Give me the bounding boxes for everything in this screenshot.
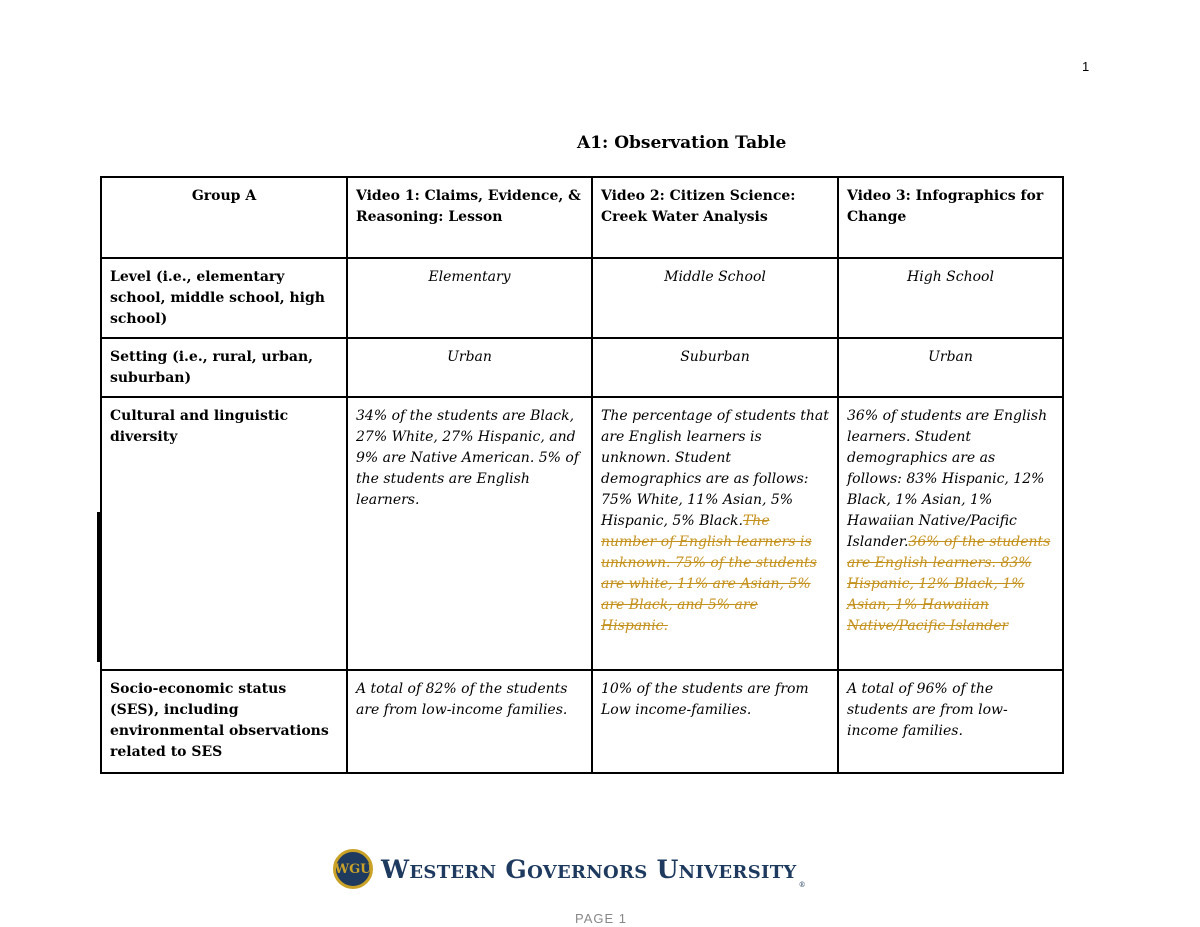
row-label-setting: Setting (i.e., rural, urban, suburban)	[101, 338, 347, 397]
wgu-seal-icon: WGU	[333, 849, 373, 889]
table-row-ses	[101, 670, 1063, 773]
setting-video-2: Suburban	[592, 338, 838, 397]
ses-video-2: 10% of the students are from Low income-families.	[592, 670, 838, 773]
header-group-a: Group A	[101, 177, 347, 258]
observation-table	[100, 176, 1064, 774]
table-row-setting	[101, 338, 1063, 397]
row-label-level: Level (i.e., elementary school, middle school, high school)	[101, 258, 347, 338]
header-video-2: Video 2: Citizen Science: Creek Water Analysis	[592, 177, 838, 258]
table-header-row	[101, 177, 1063, 258]
diversity-video-3	[838, 397, 1063, 670]
wgu-wordmark: Western Governors University	[381, 854, 797, 884]
level-video-3: High School	[838, 258, 1063, 338]
ses-video-3: A total of 96% of the students are from low-income families.	[838, 670, 1063, 773]
wgu-logo	[333, 849, 806, 889]
diversity-video-1: 34% of the students are Black, 27% White, 27% Hispanic, and 9% are Native American. 5% of the students are English learners.	[347, 397, 592, 670]
diversity-video-2	[592, 397, 838, 670]
setting-video-3: Urban	[838, 338, 1063, 397]
trademark-mark: ®	[798, 881, 806, 889]
page-number: 1	[1082, 59, 1090, 74]
diversity-video-3-text: 36% of students are English learners. Student demographics are as follows: 83% Hispanic, 12% Black, 1% Asian, 1% Hawaiian Native/Pacific Islander.	[847, 408, 1048, 550]
row-label-diversity: Cultural and linguistic diversity	[101, 397, 347, 670]
setting-video-1: Urban	[347, 338, 592, 397]
table-row-diversity	[101, 397, 1063, 670]
document-title: A1: Observation Table	[577, 133, 787, 153]
page-label: PAGE 1	[575, 911, 628, 926]
diversity-video-3-deleted-text: 36% of the students are English learners. 83% Hispanic, 12% Black, 1% Asian, 1% Hawaiian Native/Pacific Islander	[847, 534, 1051, 634]
header-video-1: Video 1: Claims, Evidence, & Reasoning: Lesson	[347, 177, 592, 258]
header-video-3: Video 3: Infographics for Change	[838, 177, 1063, 258]
table-row-level	[101, 258, 1063, 338]
diversity-video-2-deleted-text: The number of English learners is unknown. 75% of the students are white, 11% are Asian, 5% are Black, and 5% are Hispanic.	[601, 513, 817, 634]
level-video-1: Elementary	[347, 258, 592, 338]
row-label-ses: Socio-economic status (SES), including environmental observations related to SES	[101, 670, 347, 773]
ses-video-1: A total of 82% of the students are from low-income families.	[347, 670, 592, 773]
level-video-2: Middle School	[592, 258, 838, 338]
diversity-video-2-text: The percentage of students that are English learners is unknown. Student demographics are as follows: 75% White, 11% Asian, 5% Hispanic, 5% Black.	[601, 408, 829, 529]
